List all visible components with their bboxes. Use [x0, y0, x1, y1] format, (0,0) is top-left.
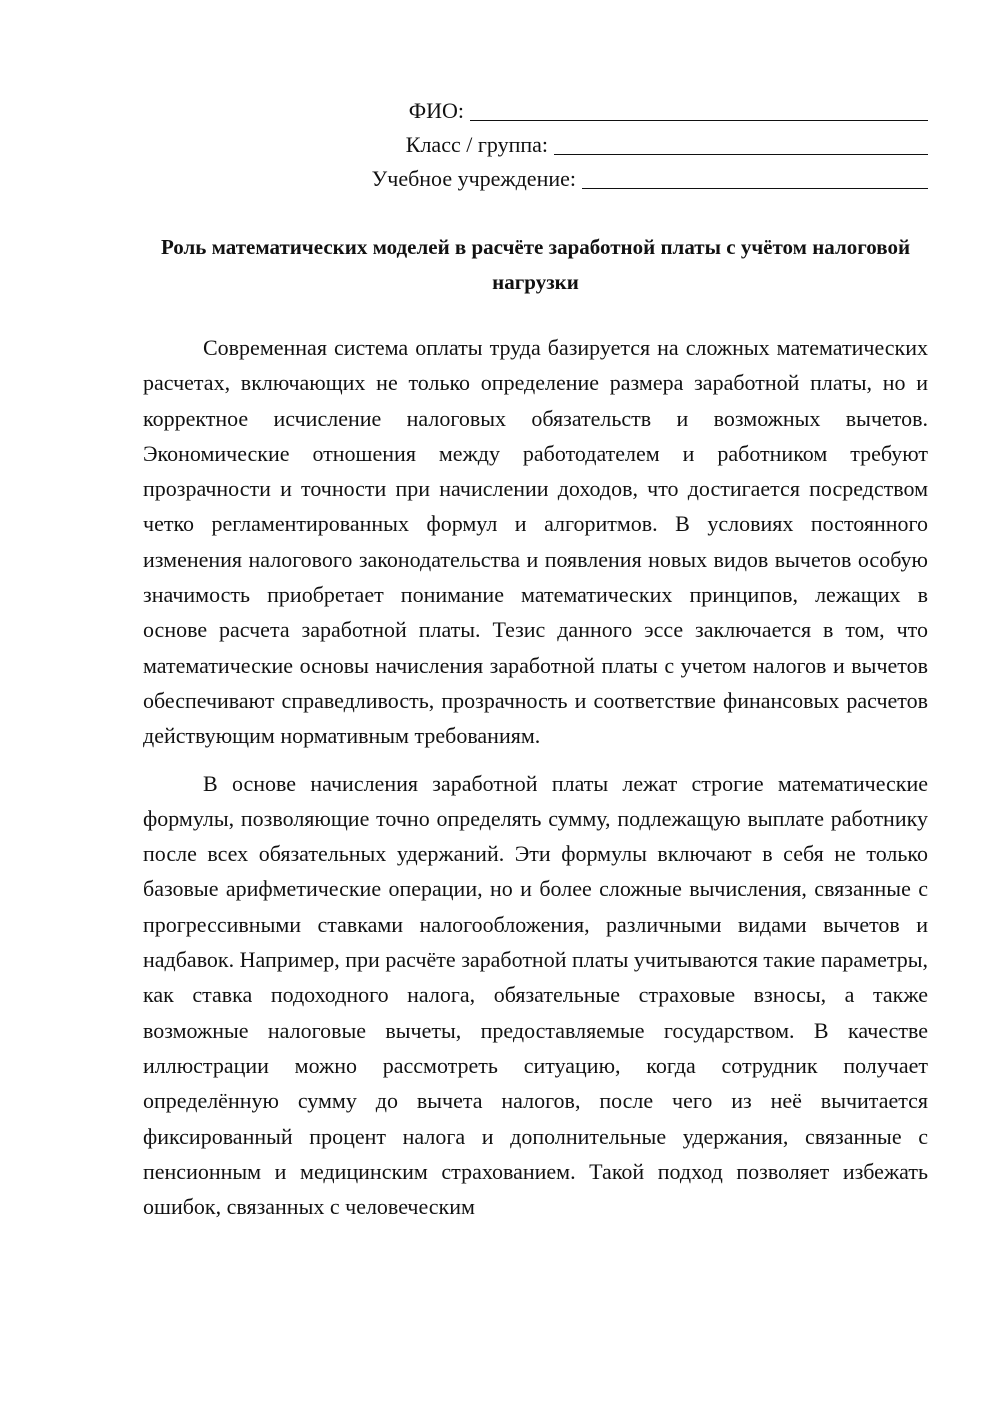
paragraph-2: В основе начисления заработной платы лежат строгие математические формулы, позволяющие точно определять сумму, подлежащую выплате работнику после всех обязательных удержаний. Эти формулы включают в себя не только базовые арифметические операции, но и более сложные вычисления, связанные с прогрессивными ставками налогообложения, различными видами вычетов и надбавок. Например, при расчёте заработной платы учитываются такие параметры, как ставка подоходного налога, обязательные страховые взносы, а также возможные налоговые вычеты, предоставляемые государством. В качестве иллюстрации можно рассмотреть ситуацию, когда сотрудник получает определённую сумму до вычета налогов, после чего из неё вычитается фиксированный процент налога и дополнительные удержания, связанные с пенсионным и медицинским страхованием. Такой подход позволяет избежать ошибок, связанных с человеческим	[143, 770, 928, 1220]
fio-blank-field	[470, 96, 928, 121]
essay-body	[143, 330, 928, 1236]
class-blank-field	[554, 130, 928, 155]
student-info-header	[300, 94, 928, 196]
school-line	[300, 162, 928, 196]
class-label: Класс / группа:	[405, 132, 548, 157]
fio-label: ФИО:	[408, 98, 464, 123]
school-label: Учебное учреждение:	[371, 166, 576, 191]
fio-line	[300, 94, 928, 128]
school-blank-field	[582, 164, 928, 189]
paragraph-1: Современная система оплаты труда базируется на сложных математических расчетах, включающих не только определение размера заработной платы, но и корректное исчисление налоговых обязательств и возможных вычетов. Экономические отношения между работодателем и работником требуют прозрачности и точности при начислении доходов, что достигается посредством четко регламентированных формул и алгоритмов. В условиях постоянного изменения налогового законодательства и появления новых видов вычетов особую значимость приобретает понимание математических принципов, лежащих в основе расчета заработной платы. Тезис данного эссе заключается в том, что математические основы начисления заработной платы с учетом налогов и вычетов обеспечивают справедливость, прозрачность и соответствие финансовых расчетов действующим нормативным требованиям.	[143, 335, 928, 749]
essay-title: Роль математических моделей в расчёте заработной платы с учётом налоговой нагрузки	[160, 235, 911, 294]
class-line	[300, 128, 928, 162]
